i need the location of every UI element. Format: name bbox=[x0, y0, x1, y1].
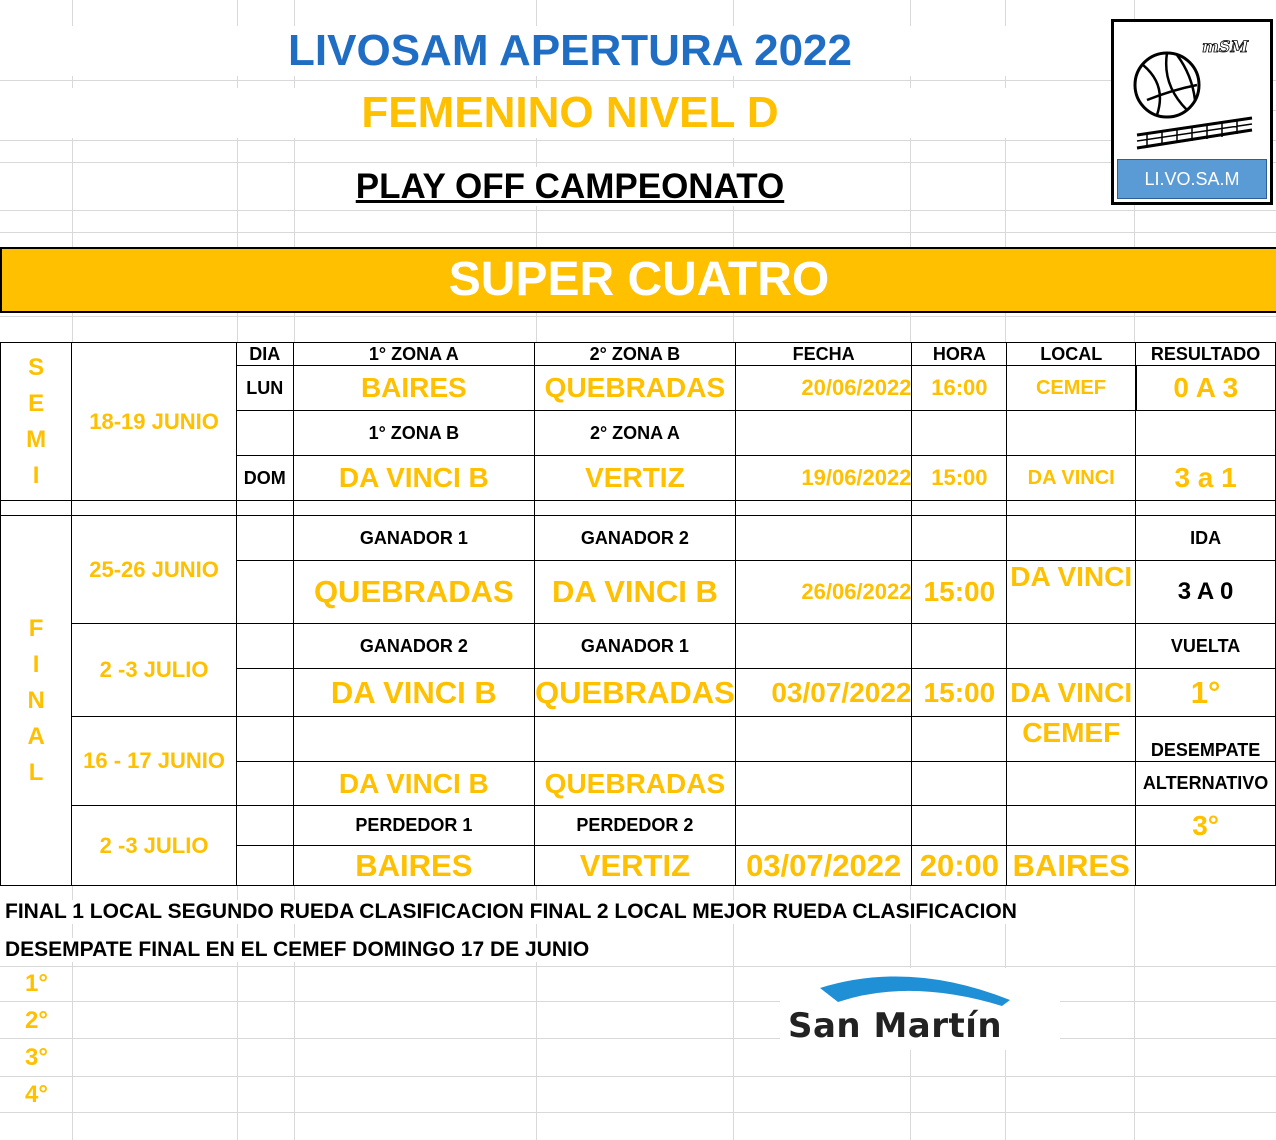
semi2-fecha: 19/06/2022 bbox=[735, 456, 912, 501]
final-vuelta-team-b: QUEBRADAS bbox=[535, 669, 736, 717]
semi1-local: CEMEF bbox=[1007, 366, 1136, 411]
final-ida-local: DA VINCI bbox=[1007, 561, 1136, 624]
final-ida-hora: 15:00 bbox=[912, 561, 1007, 624]
desempate-team-b: QUEBRADAS bbox=[535, 762, 736, 806]
semi2-dia: DOM bbox=[236, 456, 293, 501]
final-ida-header-a: GANADOR 1 bbox=[293, 516, 534, 561]
tercero-team-a: BAIRES bbox=[293, 846, 534, 886]
position-4: 4° bbox=[25, 1081, 48, 1108]
semi-dates: 18-19 JUNIO bbox=[72, 343, 237, 501]
semi1-team-a: BAIRES bbox=[293, 366, 534, 411]
position-1: 1° bbox=[25, 970, 48, 997]
tercero-hora: 20:00 bbox=[912, 846, 1007, 886]
semi-label: S E M I bbox=[1, 343, 72, 501]
playoff-table bbox=[0, 342, 1276, 886]
final-vuelta-resultado: 1° bbox=[1136, 669, 1276, 717]
semi1-resultado: 0 A 3 bbox=[1136, 366, 1276, 411]
tercero-header-a: PERDEDOR 1 bbox=[293, 806, 534, 846]
semi2-local: DA VINCI bbox=[1007, 456, 1136, 501]
desempate-tag: DESEMPATE bbox=[1136, 717, 1276, 762]
semi1-dia: LUN bbox=[236, 366, 293, 411]
semi1-hora: 16:00 bbox=[912, 366, 1007, 411]
desempate-alternativo: ALTERNATIVO bbox=[1136, 762, 1276, 806]
tercero-dates: 2 -3 JULIO bbox=[72, 806, 237, 886]
final-ida-tag: IDA bbox=[1136, 516, 1276, 561]
semi2-header-b: 2° ZONA A bbox=[535, 411, 736, 456]
semi2-hora: 15:00 bbox=[912, 456, 1007, 501]
volleyball-net-icon bbox=[1117, 30, 1267, 150]
final-vuelta-tag: VUELTA bbox=[1136, 624, 1276, 669]
final-vuelta-header-a: GANADOR 2 bbox=[293, 624, 534, 669]
final-ida-team-a: QUEBRADAS bbox=[293, 561, 534, 624]
final-ida-team-b: DA VINCI B bbox=[535, 561, 736, 624]
semi1-header-a: 1° ZONA A bbox=[293, 343, 534, 366]
col-dia: DIA bbox=[236, 343, 293, 366]
final-ida-header-b: GANADOR 2 bbox=[535, 516, 736, 561]
desempate-local: CEMEF bbox=[1007, 717, 1136, 762]
final-ida-resultado: 3 A 0 bbox=[1136, 561, 1276, 624]
position-3: 3° bbox=[25, 1044, 48, 1071]
final-label: F I N A L bbox=[1, 516, 72, 886]
col-fecha: FECHA bbox=[735, 343, 912, 366]
final-vuelta-hora: 15:00 bbox=[912, 669, 1007, 717]
col-local: LOCAL bbox=[1007, 343, 1136, 366]
semi1-team-b: QUEBRADAS bbox=[535, 366, 736, 411]
col-resultado: RESULTADO bbox=[1136, 343, 1276, 366]
tercero-header-b: PERDEDOR 2 bbox=[535, 806, 736, 846]
super-cuatro-banner: SUPER CUATRO bbox=[0, 247, 1276, 313]
semi1-header-b: 2° ZONA B bbox=[535, 343, 736, 366]
final-vuelta-local: DA VINCI bbox=[1007, 669, 1136, 717]
semi2-header-a: 1° ZONA B bbox=[293, 411, 534, 456]
san-martin-logo bbox=[780, 968, 1060, 1050]
page-title: LIVOSAM APERTURA 2022 bbox=[0, 26, 1140, 76]
final-ida-dates: 25-26 JUNIO bbox=[72, 516, 237, 624]
san-martin-text: San Martín bbox=[788, 1006, 1003, 1046]
semi2-resultado: 3 a 1 bbox=[1136, 456, 1276, 501]
semi2-team-b: VERTIZ bbox=[535, 456, 736, 501]
position-2: 2° bbox=[25, 1007, 48, 1034]
col-hora: HORA bbox=[912, 343, 1007, 366]
tercero-resultado: 3° bbox=[1136, 806, 1276, 846]
note-final: FINAL 1 LOCAL SEGUNDO RUEDA CLASIFICACION FINAL 2 LOCAL MEJOR RUEDA CLASIFICACION bbox=[5, 900, 1017, 923]
section-title: PLAY OFF CAMPEONATO bbox=[355, 167, 785, 206]
livosam-logo bbox=[1111, 19, 1273, 205]
desempate-dates: 16 - 17 JUNIO bbox=[72, 717, 237, 806]
semi1-fecha: 20/06/2022 bbox=[735, 366, 912, 411]
page-subtitle: FEMENINO NIVEL D bbox=[0, 88, 1140, 138]
final-vuelta-dates: 2 -3 JULIO bbox=[72, 624, 237, 717]
tercero-fecha: 03/07/2022 bbox=[735, 846, 912, 886]
semi2-team-a: DA VINCI B bbox=[293, 456, 534, 501]
logo-label: LI.VO.SA.M bbox=[1117, 159, 1267, 199]
final-vuelta-fecha: 03/07/2022 bbox=[735, 669, 912, 717]
final-vuelta-header-b: GANADOR 1 bbox=[535, 624, 736, 669]
desempate-team-a: DA VINCI B bbox=[293, 762, 534, 806]
final-vuelta-team-a: DA VINCI B bbox=[293, 669, 534, 717]
svg-text:mSM: mSM bbox=[1202, 37, 1249, 56]
tercero-local: BAIRES bbox=[1007, 846, 1136, 886]
final-ida-fecha: 26/06/2022 bbox=[735, 561, 912, 624]
tercero-team-b: VERTIZ bbox=[535, 846, 736, 886]
note-desempate: DESEMPATE FINAL EN EL CEMEF DOMINGO 17 DE JUNIO bbox=[5, 938, 590, 961]
